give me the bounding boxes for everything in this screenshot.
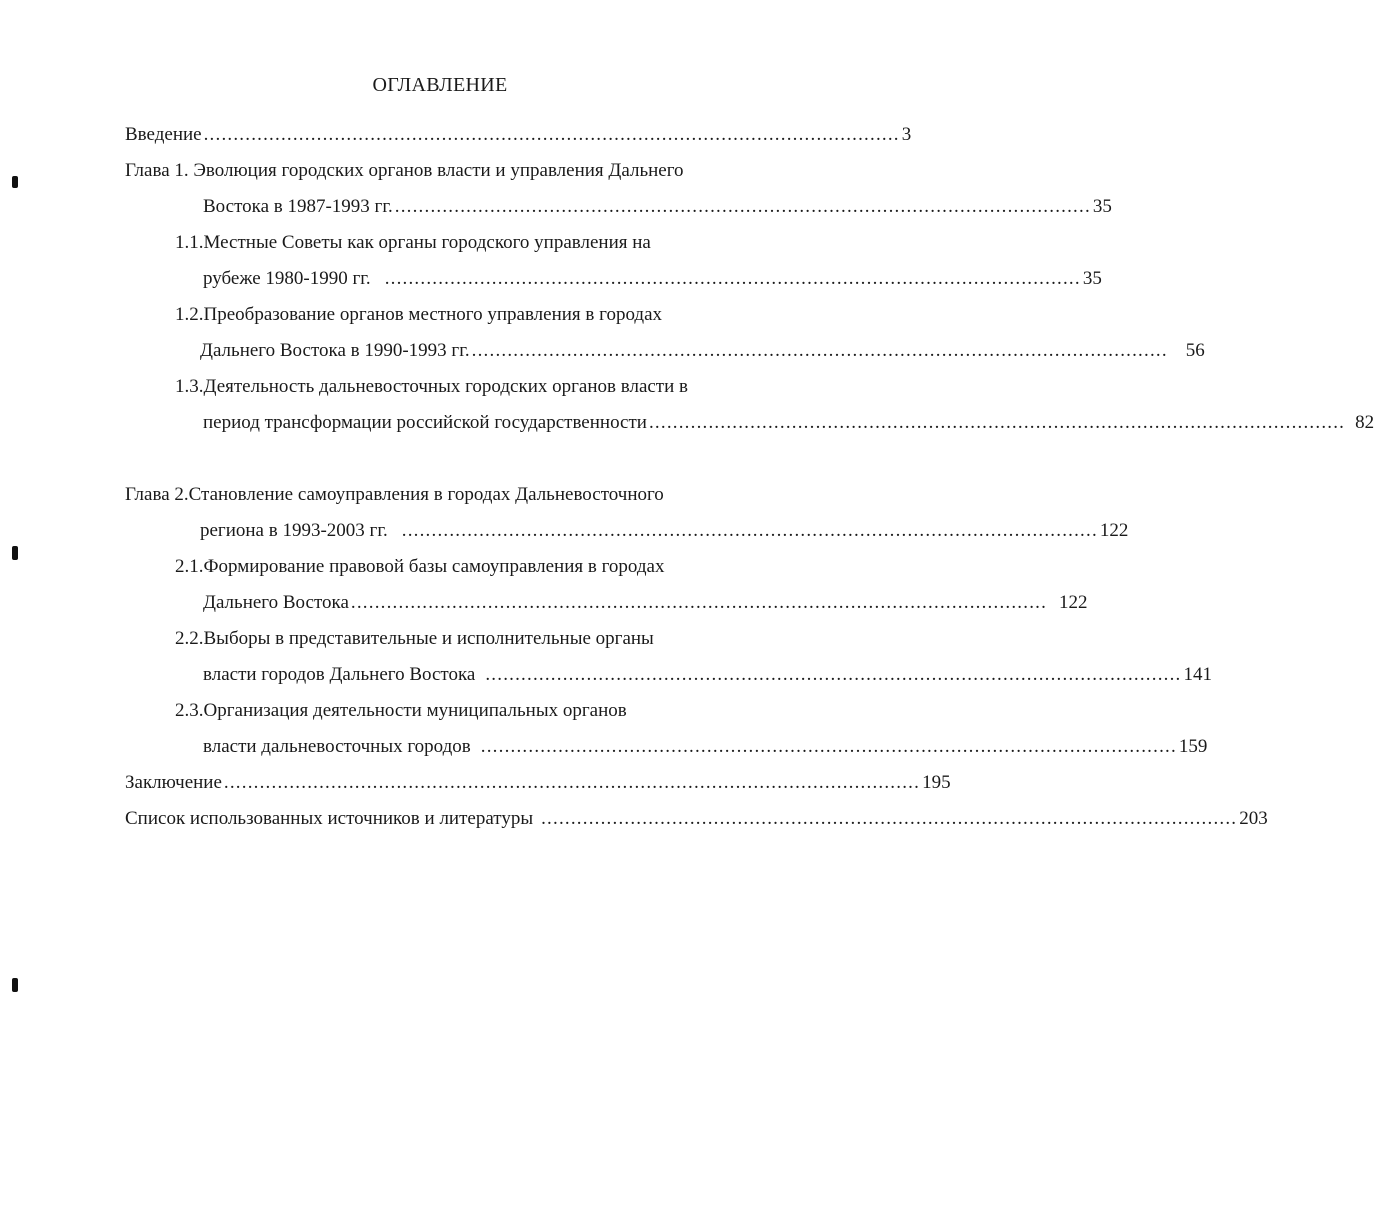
toc-chapter-2-title: Глава 2.Становление самоуправления в городах Дальневосточного	[125, 484, 664, 505]
scan-binding-mark	[12, 176, 18, 188]
toc-section-1-1-continuation	[203, 267, 1102, 291]
toc-page-number: 35	[1082, 268, 1102, 289]
toc-section-1-3-continuation	[203, 411, 1374, 435]
toc-entry-text: Востока в 1987-1993 гг.	[203, 196, 393, 217]
toc-section-2-1-continuation	[203, 591, 1088, 615]
toc-chapter-1-title: Глава 1. Эволюция городских органов власти и управления Дальнего	[125, 160, 684, 181]
toc-page-number: 56	[1185, 340, 1205, 361]
toc-leader-dots: .....................................................................................................................	[485, 664, 1182, 685]
toc-leader-dots: .....................................................................................................................	[394, 196, 1091, 217]
toc-leader-dots: .....................................................................................................................	[223, 772, 921, 793]
toc-section-1-2-title: 1.2.Преобразование органов местного управления в городах	[175, 304, 662, 325]
toc-entry-text: Дальнего Востока в 1990-1993 гг.	[200, 340, 470, 361]
toc-entry-text: период трансформации российской государственности	[203, 412, 647, 433]
scan-binding-mark	[12, 978, 18, 992]
toc-section-2-2-continuation	[203, 663, 1212, 687]
toc-leader-dots: .....................................................................................................................	[350, 592, 1048, 613]
toc-leader-dots: .....................................................................................................................	[471, 340, 1168, 361]
toc-leader-dots: .....................................................................................................................	[384, 268, 1081, 289]
toc-chapter-2-continuation	[200, 519, 1129, 543]
toc-page-number: 141	[1183, 664, 1212, 685]
scan-binding-mark	[12, 546, 18, 560]
toc-entry-text: Введение	[125, 124, 202, 145]
toc-section-2-1-title: 2.1.Формирование правовой базы самоуправления в городах	[175, 556, 665, 577]
toc-page-number: 82	[1355, 412, 1374, 433]
toc-leader-dots: .....................................................................................................................	[480, 736, 1177, 757]
toc-leader-dots: .....................................................................................................................	[401, 520, 1098, 541]
toc-leader-dots: .....................................................................................................................	[648, 412, 1346, 433]
toc-section-1-2-continuation	[200, 339, 1205, 363]
toc-leader-dots: .....................................................................................................................	[203, 124, 900, 145]
toc-entry-text: власти дальневосточных городов	[203, 736, 471, 757]
toc-entry-text: Заключение	[125, 772, 222, 793]
toc-section-2-3-title: 2.3.Организация деятельности муниципальных органов	[175, 700, 627, 721]
toc-page-number: 159	[1178, 736, 1208, 757]
toc-section-2-3-continuation	[203, 735, 1208, 759]
toc-page-number: 203	[1239, 808, 1268, 829]
toc-entry-text: Дальнего Востока	[203, 592, 349, 613]
toc-entry-bibliography	[125, 807, 1268, 831]
toc-page-number: 195	[922, 772, 951, 793]
toc-section-1-1-title: 1.1.Местные Советы как органы городского управления на	[175, 232, 651, 253]
toc-entry-text: Список использованных источников и литературы	[125, 808, 534, 829]
toc-leader-dots: .....................................................................................................................	[541, 808, 1238, 829]
toc-entry-text: рубеже 1980-1990 гг.	[203, 268, 371, 289]
toc-section-2-2-title: 2.2.Выборы в представительные и исполнительные органы	[175, 628, 654, 649]
toc-page-number: 122	[1099, 520, 1129, 541]
toc-entry-intro	[125, 123, 912, 147]
toc-entry-text: власти городов Дальнего Востока	[203, 664, 476, 685]
toc-page-number: 122	[1059, 592, 1088, 613]
toc-entry-text: региона в 1993-2003 гг.	[200, 520, 388, 541]
toc-section-1-3-title: 1.3.Деятельность дальневосточных городских органов власти в	[175, 376, 688, 397]
toc-chapter-1-continuation	[203, 195, 1112, 219]
toc-page-number: 3	[901, 124, 912, 145]
toc-page-number: 35	[1092, 196, 1112, 217]
page-title: ОГЛАВЛЕНИЕ	[372, 74, 508, 96]
toc-entry-conclusion	[125, 771, 951, 795]
